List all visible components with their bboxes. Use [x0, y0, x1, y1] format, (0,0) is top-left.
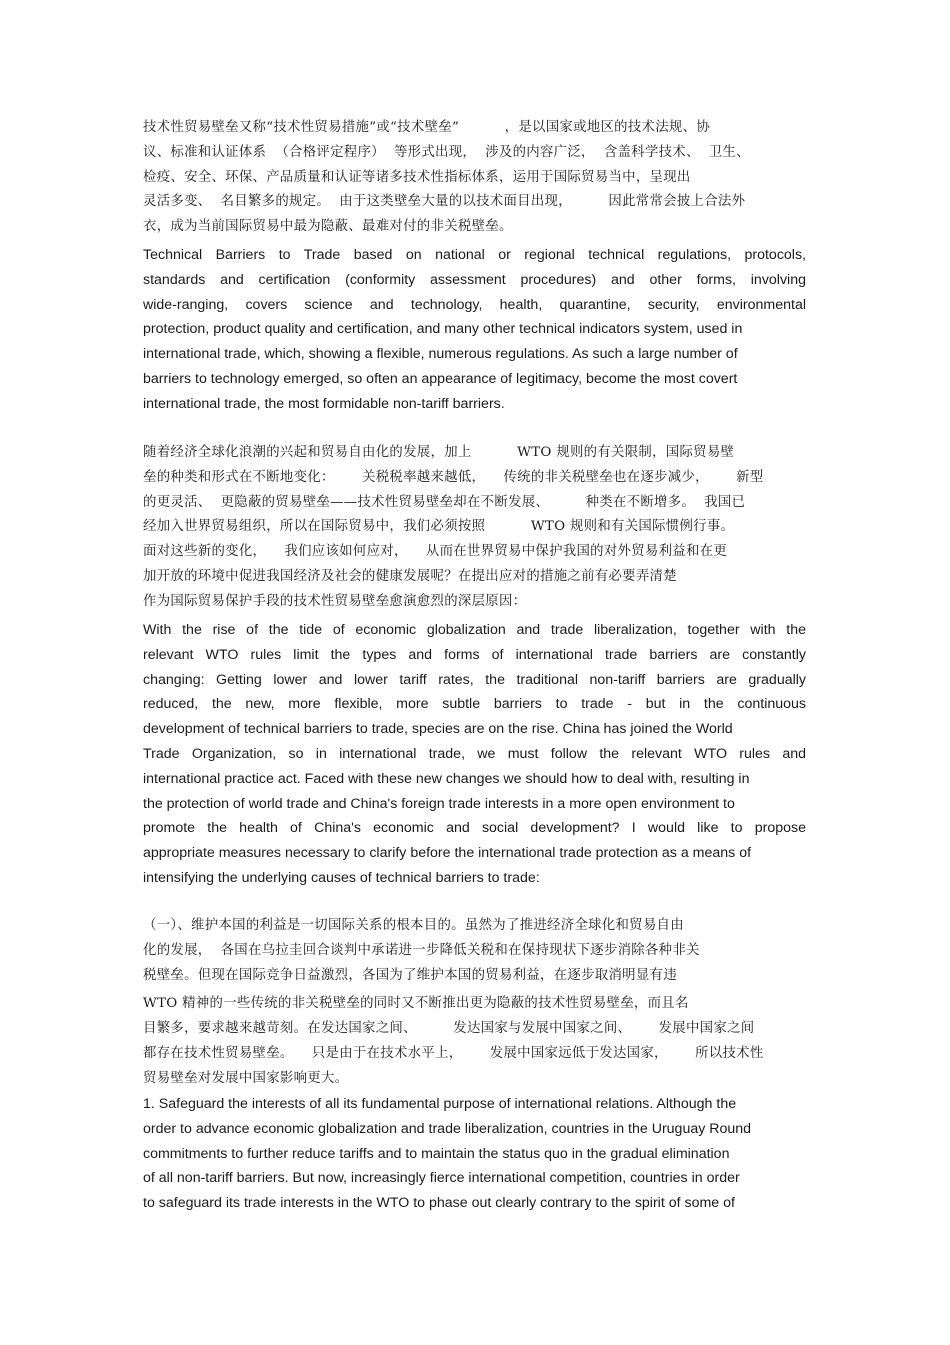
text-line: reduced, the new, more flexible, more subtle barriers to trade - but in the continuous [143, 696, 806, 713]
text-line: development of technical barriers to trade, species are on the rise. China has joined the World [143, 721, 733, 738]
text-line: commitments to further reduce tariffs and to maintain the status quo in the gradual elimination [143, 1145, 730, 1162]
text-line: wide-ranging, covers science and technology, health, quarantine, security, environmental [143, 296, 806, 313]
text-line: appropriate measures necessary to clarify before the international trade protection as a means of [143, 845, 752, 862]
text-line: Technical Barriers to Trade based on national or regional technical regulations, protocols, [143, 247, 806, 263]
text-line: 面对这些新的变化， 我们应该如何应对， 从而在世界贸易中保护我国的对外贸易利益和在更 [143, 544, 728, 560]
text-line: WTO 精神的一些传统的非关税壁垒的同时又不断推出更为隐蔽的技术性贸易壁垒，而且名 [143, 996, 689, 1012]
text-line: protection, product quality and certification, and many other technical indicators system, used in [143, 321, 743, 338]
text-line: barriers to technology emerged, so often an appearance of legitimacy, become the most covert [143, 370, 738, 387]
text-line: 随着经济全球化浪潮的兴起和贸易自由化的发展，加上 WTO 规则的有关限制，国际贸易壁 [143, 445, 735, 460]
text-line: promote the health of China's economic and social development? I would like to propose [143, 820, 806, 837]
text-line: 衣，成为当前国际贸易中最为隐蔽、最难对付的非关税壁垒。 [143, 219, 513, 235]
text-line: 1. Safeguard the interests of all its fundamental purpose of international relations. Although the [143, 1096, 737, 1112]
text-line: 化的发展， 各国在乌拉圭回合谈判中承诺进一步降低关税和在保持现状下逐步消除各种非关 [143, 942, 700, 958]
text-line: the protection of world trade and China's foreign trade interests in a more open environment to [143, 795, 735, 812]
text-line: With the rise of the tide of economic globalization and trade liberalization, together with the [143, 622, 806, 638]
text-line: relevant WTO rules limit the types and forms of international trade barriers are constantly [143, 646, 806, 663]
text-line: 议、标准和认证体系 （合格评定程序） 等形式出现， 涉及的内容广泛， 含盖科学技术、 卫生、 [143, 144, 750, 160]
paragraph-zh-2 [143, 441, 806, 615]
paragraph-zh-3 [143, 914, 806, 1092]
text-line: international trade, which, showing a flexible, numerous regulations. As such a large number of [143, 346, 738, 363]
text-line: 都存在技术性贸易壁垒。 只是由于在技术水平上， 发展中国家远低于发达国家， 所以技术性 [143, 1045, 764, 1061]
text-line: 的更灵活、 更隐蔽的贸易壁垒——技术性贸易壁垒却在不断发展、 种类在不断增多。 我国已 [143, 494, 746, 510]
text-line: order to advance economic globalization and trade liberalization, countries in the Uruguay Round [143, 1120, 752, 1137]
text-line: （一）、维护本国的利益是一切国际关系的根本目的。虽然为了推进经济全球化和贸易自由 [143, 918, 684, 933]
text-line: standards and certification (conformity assessment procedures) and other forms, involving [143, 271, 806, 288]
text-line: 技术性贸易壁垒又称“技术性贸易措施”或“技术壁垒” ，是以国家或地区的技术法规、协 [143, 120, 711, 135]
text-line: changing: Getting lower and lower tariff rates, the traditional non-tariff barriers are gradually [143, 671, 806, 688]
text-line: international trade, the most formidable non-tariff barriers. [143, 395, 505, 412]
text-line: 目繁多，要求越来越苛刻。在发达国家之间、 发达国家与发展中国家之间、 发展中国家之间 [143, 1021, 755, 1037]
text-line: intensifying the underlying causes of technical barriers to trade: [143, 869, 540, 886]
text-line: 检疫、安全、环保、产品质量和认证等诸多技术性指标体系，运用于国际贸易当中，呈现出 [143, 169, 691, 185]
text-line: of all non-tariff barriers. But now, increasingly fierce international competition, countries in order [143, 1170, 740, 1187]
text-line: 税壁垒。但现在国际竞争日益激烈，各国为了维护本国的贸易利益，在逐步取消明显有违 [143, 967, 677, 983]
text-line: Trade Organization, so in international trade, we must follow the relevant WTO rules and [143, 745, 806, 762]
text-line: 垒的种类和形式在不断地变化： 关税税率越来越低， 传统的非关税壁垒也在逐步减少， 新型 [143, 469, 764, 485]
document-body [143, 0, 806, 1345]
text-line: 贸易壁垒对发展中国家影响更大。 [143, 1070, 349, 1086]
text-line: to safeguard its trade interests in the WTO to phase out clearly contrary to the spirit of some of [143, 1195, 735, 1212]
paragraph-en-3 [143, 1092, 806, 1216]
text-line: 经加入世界贸易组织，所以在国际贸易中，我们必须按照 WTO 规则和有关国际惯例行事。 [143, 519, 735, 535]
text-line: international practice act. Faced with these new changes we should how to deal with, resulting in [143, 770, 750, 787]
text-line: 作为国际贸易保护手段的技术性贸易壁垒愈演愈烈的深层原因： [143, 593, 527, 609]
paragraph-zh-1 [143, 116, 806, 240]
paragraph-en-2 [143, 618, 806, 891]
text-line: 灵活多变、 名目繁多的规定。 由于这类壁垒大量的以技术面目出现， 因此常常会披上合法外 [143, 194, 746, 210]
paragraph-en-1 [143, 243, 806, 417]
text-line: 加开放的环境中促进我国经济及社会的健康发展呢？在提出应对的措施之前有必要弄清楚 [143, 568, 677, 584]
